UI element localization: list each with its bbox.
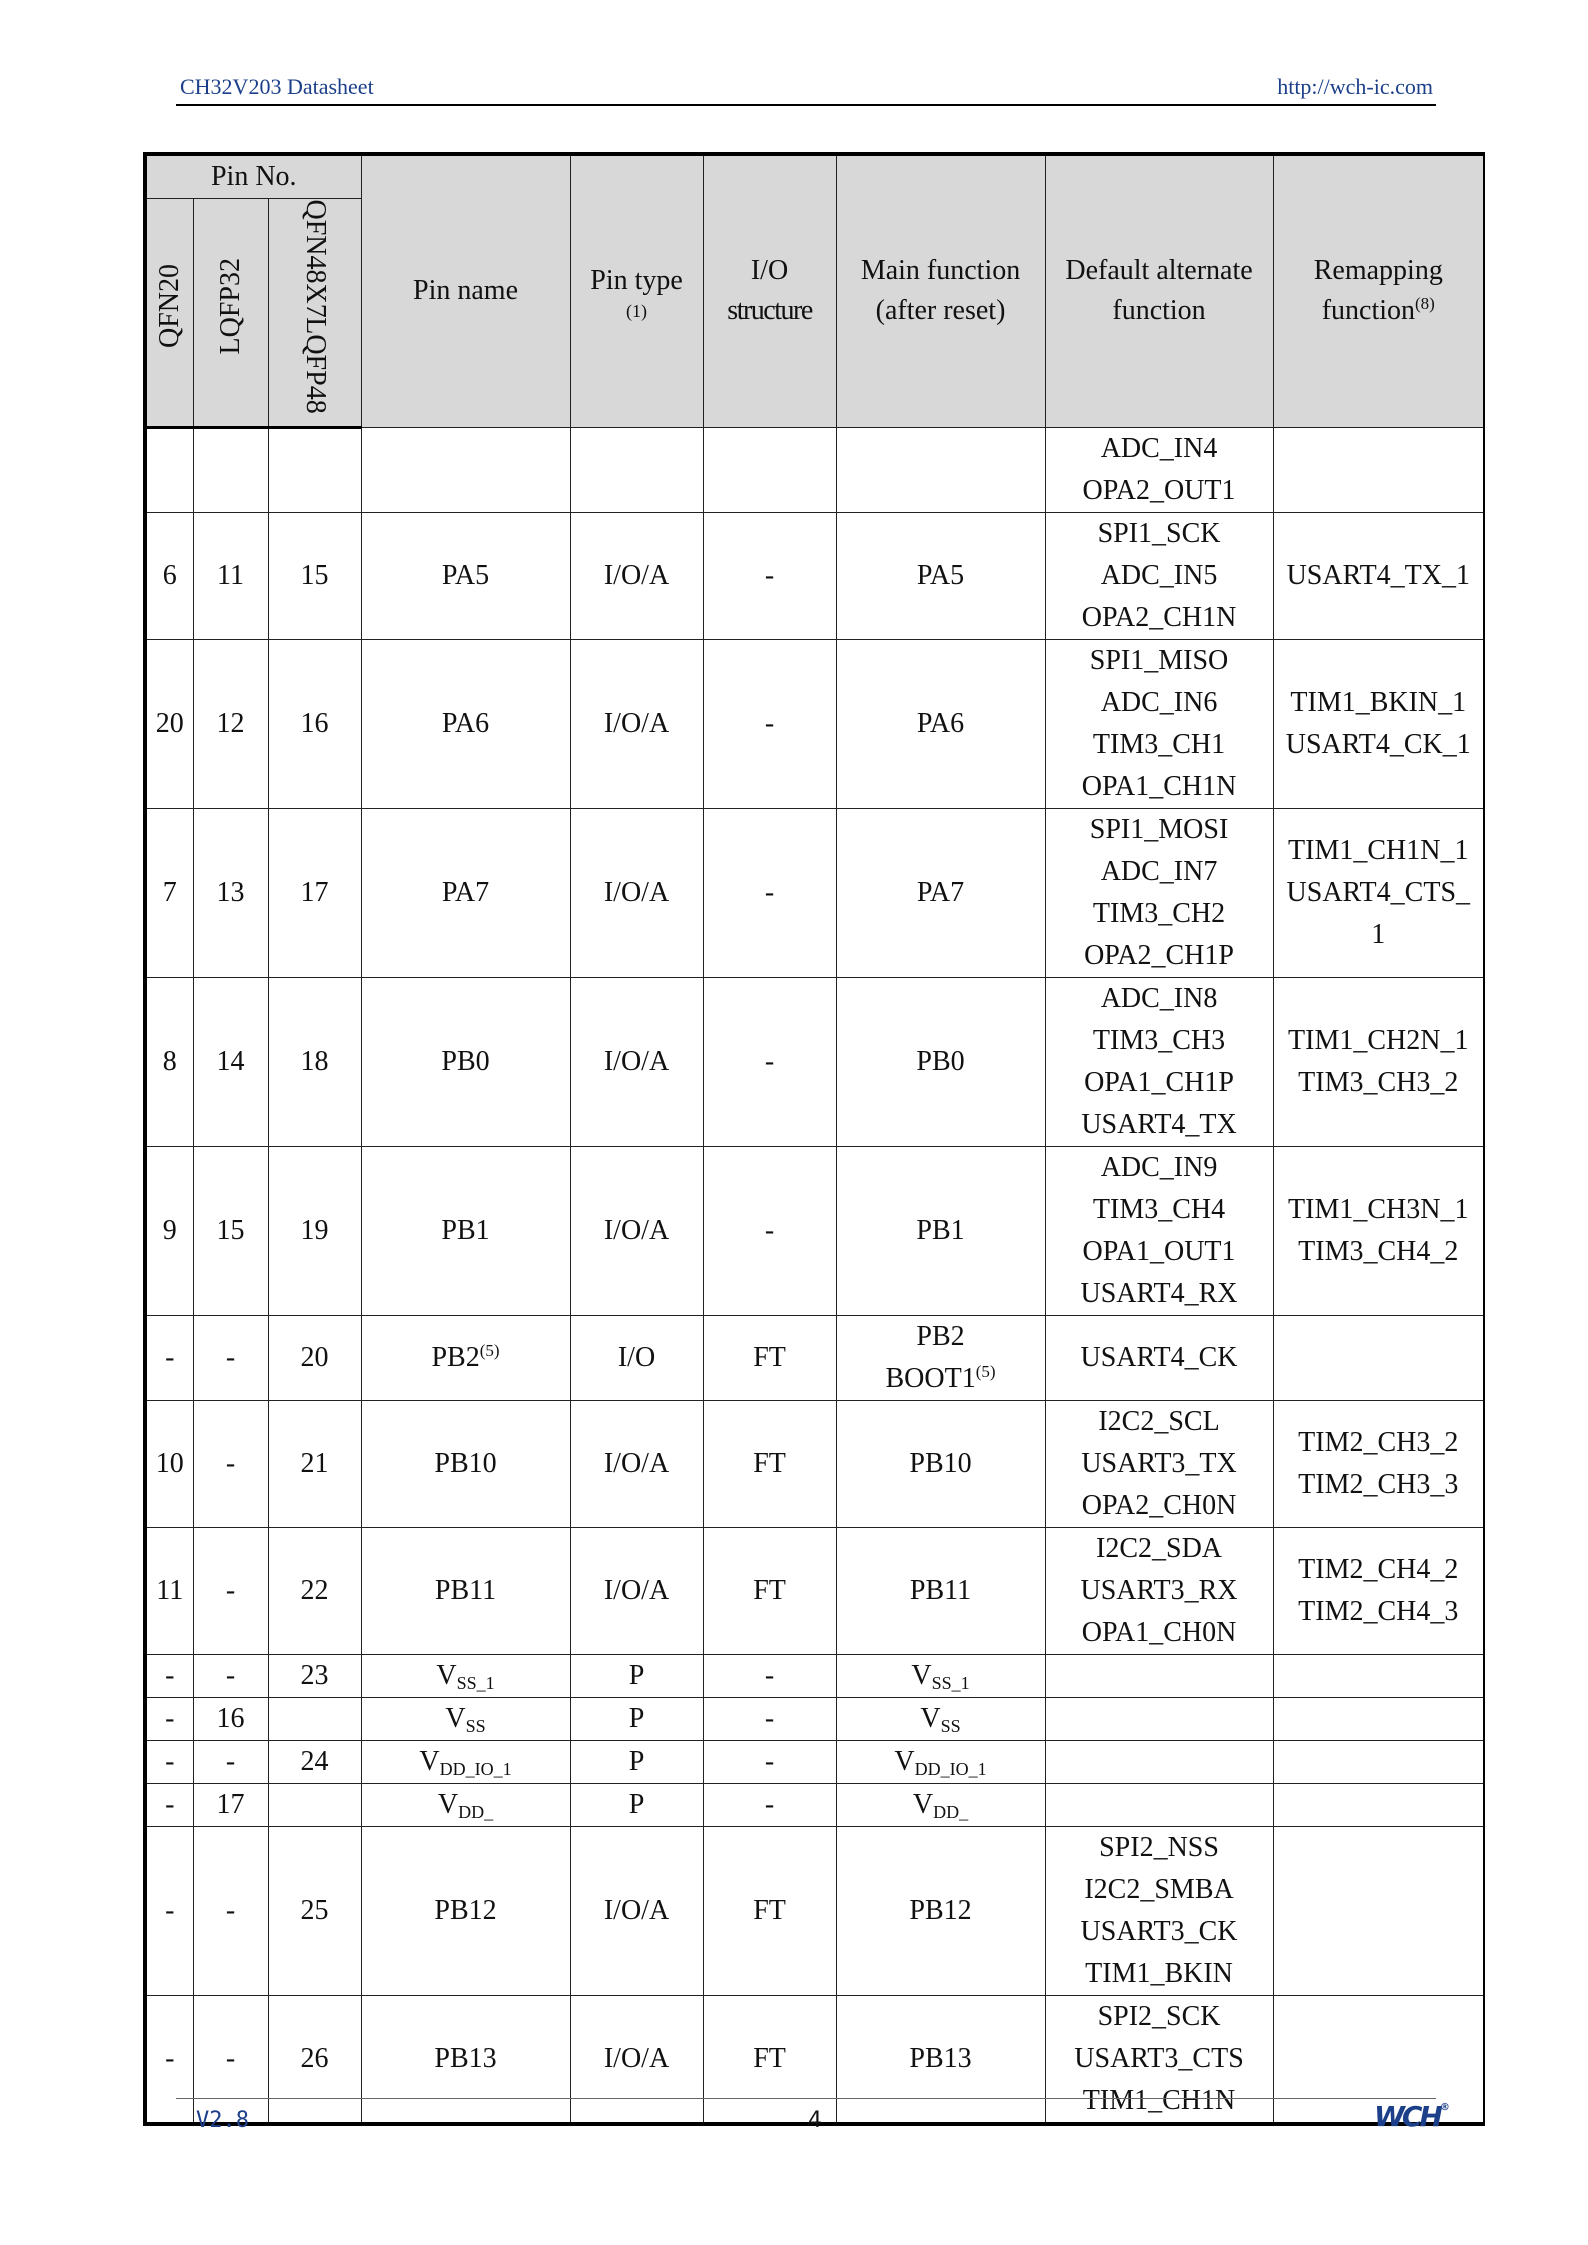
default-alternate-cell xyxy=(1045,1527,1273,1654)
alternate-function: USART3_CTS xyxy=(1074,2042,1244,2074)
alternate-function: OPA1_CH1N xyxy=(1081,770,1237,802)
main-function-line xyxy=(841,703,1041,745)
pin-number-q20: - xyxy=(145,1995,193,2124)
pin-number-q20: 8 xyxy=(145,977,193,1146)
header-alt-line2: function xyxy=(1112,295,1206,327)
pin-definition-table xyxy=(143,152,1485,2126)
main-function-subscript: SS xyxy=(940,1715,961,1736)
remapping-function: TIM2_CH4_3 xyxy=(1298,1595,1459,1627)
alternate-function: SPI2_SCK xyxy=(1097,2000,1221,2032)
io-structure: - xyxy=(703,1783,836,1826)
pin-name: V xyxy=(419,1745,440,1777)
main-function-cell xyxy=(836,1146,1045,1315)
main-function-cell xyxy=(836,639,1045,808)
pin-table-body xyxy=(145,427,1484,2124)
pin-name-cell xyxy=(361,1783,570,1826)
main-function-line xyxy=(841,1443,1041,1485)
pin-number-q32: - xyxy=(193,1654,268,1697)
alternate-function: OPA1_CH0N xyxy=(1081,1616,1237,1648)
pin-number-q20: - xyxy=(145,1826,193,1995)
main-function: PB0 xyxy=(916,1045,965,1077)
remapping-cell xyxy=(1273,1146,1484,1315)
pin-number-q20: - xyxy=(145,1783,193,1826)
pin-name: PA6 xyxy=(441,707,490,739)
pin-number-q32: 16 xyxy=(193,1697,268,1740)
pin-number-q20: - xyxy=(145,1654,193,1697)
remapping-function: TIM3_CH3_2 xyxy=(1298,1066,1459,1098)
pin-name-cell xyxy=(361,512,570,639)
table-row xyxy=(145,1995,1484,2124)
header-remap-label: function xyxy=(1321,295,1416,327)
remapping-function: TIM2_CH3_3 xyxy=(1298,1468,1459,1500)
pin-name-subscript: SS xyxy=(465,1715,486,1736)
pin-name: PB11 xyxy=(434,1574,497,1606)
alternate-function: TIM3_CH3 xyxy=(1092,1024,1226,1056)
pin-number-q20: 11 xyxy=(145,1527,193,1654)
pin-number-q20: 6 xyxy=(145,512,193,639)
remapping-function: TIM1_CH3N_1 xyxy=(1288,1193,1469,1225)
remapping-cell xyxy=(1273,639,1484,808)
header-io-line2: structure xyxy=(727,295,812,327)
pin-number-q32: 11 xyxy=(193,512,268,639)
main-function-line xyxy=(841,1741,1041,1783)
main-function-cell xyxy=(836,1740,1045,1783)
pin-number-q32: - xyxy=(193,1740,268,1783)
default-alternate-cell xyxy=(1045,427,1273,512)
header-qfn20-label: QFN20 xyxy=(153,264,185,349)
pin-number-q20: - xyxy=(145,1315,193,1400)
main-function-cell xyxy=(836,1315,1045,1400)
pin-type: I/O xyxy=(570,1315,703,1400)
io-structure: FT xyxy=(703,1400,836,1527)
wch-logo xyxy=(1374,2100,1450,2133)
remapping-cell xyxy=(1273,1783,1484,1826)
remapping-function: TIM1_BKIN_1 xyxy=(1290,686,1467,718)
alternate-function: TIM3_CH1 xyxy=(1092,728,1226,760)
pin-number-q20 xyxy=(145,427,193,512)
remapping-function: TIM1_CH2N_1 xyxy=(1288,1024,1469,1056)
alternate-function: TIM3_CH4 xyxy=(1092,1193,1226,1225)
pin-name-cell xyxy=(361,1654,570,1697)
pin-number-q32: 13 xyxy=(193,808,268,977)
pin-type: I/O/A xyxy=(570,1146,703,1315)
header-io-structure xyxy=(703,154,836,427)
pin-name: PB1 xyxy=(441,1214,490,1246)
default-alternate-cell xyxy=(1045,1315,1273,1400)
alternate-function: TIM1_BKIN xyxy=(1085,1957,1233,1989)
main-function-cell xyxy=(836,427,1045,512)
table-row xyxy=(145,808,1484,977)
remapping-function: USART4_CK_1 xyxy=(1285,728,1471,760)
pin-type: I/O/A xyxy=(570,639,703,808)
io-structure: - xyxy=(703,1146,836,1315)
pin-number-q32 xyxy=(193,427,268,512)
main-function-cell xyxy=(836,977,1045,1146)
remapping-cell xyxy=(1273,1315,1484,1400)
remapping-cell xyxy=(1273,1527,1484,1654)
pin-number-q20: 7 xyxy=(145,808,193,977)
header-main-line1: Main function xyxy=(860,255,1021,287)
io-structure: - xyxy=(703,512,836,639)
table-row xyxy=(145,1697,1484,1740)
pin-name-cell xyxy=(361,1826,570,1995)
pin-type: I/O/A xyxy=(570,1995,703,2124)
header-remapping xyxy=(1273,154,1484,427)
main-function-line xyxy=(841,2038,1041,2080)
pin-number-q48: 17 xyxy=(268,808,361,977)
header-main-function xyxy=(836,154,1045,427)
main-function-line xyxy=(841,1041,1041,1083)
pin-number-q32: 15 xyxy=(193,1146,268,1315)
main-function-secondary: BOOT1 xyxy=(885,1362,976,1394)
default-alternate-cell xyxy=(1045,1400,1273,1527)
pin-number-q20: - xyxy=(145,1697,193,1740)
main-function-cell xyxy=(836,1697,1045,1740)
io-structure: FT xyxy=(703,1315,836,1400)
pin-number-q48: 23 xyxy=(268,1654,361,1697)
alternate-function: ADC_IN5 xyxy=(1100,559,1218,591)
main-function-line xyxy=(841,1210,1041,1252)
alternate-function: I2C2_SMBA xyxy=(1084,1873,1234,1905)
pin-name-cell xyxy=(361,639,570,808)
pin-name: PB13 xyxy=(434,2042,497,2074)
alternate-function: ADC_IN9 xyxy=(1100,1151,1218,1183)
table-row xyxy=(145,1527,1484,1654)
main-function-cell xyxy=(836,1995,1045,2124)
header-lqfp48-line1: LQFP48 xyxy=(299,317,331,414)
wch-logo-text: WCH xyxy=(1374,2100,1440,2133)
pin-name-cell xyxy=(361,808,570,977)
registered-mark: ® xyxy=(1439,2102,1450,2113)
table-row xyxy=(145,1783,1484,1826)
pin-number-q32: 17 xyxy=(193,1783,268,1826)
alternate-function: OPA2_CH1P xyxy=(1084,939,1234,971)
pin-number-q32: - xyxy=(193,1995,268,2124)
main-function-line xyxy=(841,1784,1041,1826)
pin-number-q48: 25 xyxy=(268,1826,361,1995)
pin-number-q48 xyxy=(268,1783,361,1826)
table-row xyxy=(145,1654,1484,1697)
alternate-function: I2C2_SCL xyxy=(1098,1405,1220,1437)
main-function-line xyxy=(841,1655,1041,1697)
header-pin-type-note: (1) xyxy=(626,301,648,322)
io-structure: - xyxy=(703,1654,836,1697)
table-row xyxy=(145,639,1484,808)
main-function: V xyxy=(894,1745,915,1777)
default-alternate-cell xyxy=(1045,808,1273,977)
pin-name-cell xyxy=(361,427,570,512)
main-function-line xyxy=(841,1316,1041,1358)
default-alternate-cell xyxy=(1045,1697,1273,1740)
pin-number-q48 xyxy=(268,427,361,512)
pin-type: I/O/A xyxy=(570,512,703,639)
pin-type: P xyxy=(570,1740,703,1783)
pin-name-cell xyxy=(361,1995,570,2124)
alternate-function: TIM3_CH2 xyxy=(1092,897,1226,929)
header-remap-line2 xyxy=(1278,291,1480,331)
main-function: PA6 xyxy=(916,707,965,739)
main-function-line xyxy=(841,1570,1041,1612)
header-remap-note: (8) xyxy=(1415,294,1435,314)
header-pin-name: Pin name xyxy=(361,154,570,427)
pin-name: PB12 xyxy=(434,1894,497,1926)
table-row xyxy=(145,1400,1484,1527)
pin-name-cell xyxy=(361,1146,570,1315)
header-pin-type xyxy=(570,154,703,427)
remapping-cell xyxy=(1273,977,1484,1146)
table-row xyxy=(145,1740,1484,1783)
pin-name: PB2 xyxy=(431,1341,480,1373)
main-function-subscript: SS_1 xyxy=(931,1672,970,1693)
header-lqfp32 xyxy=(193,199,268,428)
main-function: V xyxy=(920,1702,941,1734)
header-pin-no: Pin No. xyxy=(145,154,361,199)
pin-number-q48: 15 xyxy=(268,512,361,639)
footer-rule xyxy=(176,2098,1436,2099)
table-row xyxy=(145,512,1484,639)
main-function-line xyxy=(841,1698,1041,1740)
main-function: PA7 xyxy=(916,876,965,908)
pin-name: PB10 xyxy=(434,1447,497,1479)
pin-type: P xyxy=(570,1783,703,1826)
pin-number-q20: 9 xyxy=(145,1146,193,1315)
alternate-function: SPI2_NSS xyxy=(1099,1831,1219,1863)
pin-name-cell xyxy=(361,1697,570,1740)
pin-number-q48: 24 xyxy=(268,1740,361,1783)
pin-name: V xyxy=(445,1702,466,1734)
pin-type: I/O/A xyxy=(570,1527,703,1654)
io-structure: FT xyxy=(703,1527,836,1654)
main-function-cell xyxy=(836,1527,1045,1654)
remapping-cell xyxy=(1273,512,1484,639)
pin-name-cell xyxy=(361,977,570,1146)
alternate-function: OPA1_CH1P xyxy=(1084,1066,1234,1098)
pin-number-q32: - xyxy=(193,1400,268,1527)
alternate-function: USART3_TX xyxy=(1081,1447,1237,1479)
io-structure: - xyxy=(703,977,836,1146)
page-number: 4 xyxy=(808,2108,822,2133)
table-row xyxy=(145,427,1484,512)
header-pin-type-label: Pin type xyxy=(590,265,683,297)
header-default-alternate xyxy=(1045,154,1273,427)
pin-name: V xyxy=(437,1788,459,1820)
pin-number-q32: - xyxy=(193,1315,268,1400)
alternate-function: USART3_RX xyxy=(1080,1574,1238,1606)
header-lqfp48 xyxy=(268,199,361,428)
main-function-cell xyxy=(836,808,1045,977)
pin-name-subscript: DD_ xyxy=(458,1801,494,1822)
remapping-cell xyxy=(1273,427,1484,512)
remapping-cell xyxy=(1273,1740,1484,1783)
main-function-line xyxy=(841,872,1041,914)
alternate-function: SPI1_MISO xyxy=(1089,644,1229,676)
alternate-function: OPA1_OUT1 xyxy=(1082,1235,1236,1267)
pin-number-q32: 12 xyxy=(193,639,268,808)
header-qfn20 xyxy=(145,199,193,428)
default-alternate-cell xyxy=(1045,1740,1273,1783)
main-function: PB10 xyxy=(909,1447,972,1479)
main-function: PB2 xyxy=(916,1320,965,1352)
alternate-function: USART4_TX xyxy=(1081,1108,1237,1140)
remapping-cell xyxy=(1273,1826,1484,1995)
table-row xyxy=(145,1146,1484,1315)
header-alt-line1: Default alternate xyxy=(1065,255,1253,287)
pin-number-q32: - xyxy=(193,1826,268,1995)
io-structure: - xyxy=(703,639,836,808)
alternate-function: SPI1_MOSI xyxy=(1089,813,1229,845)
pin-type: I/O/A xyxy=(570,977,703,1146)
pin-name-subscript: DD_IO_1 xyxy=(439,1758,512,1779)
io-structure xyxy=(703,427,836,512)
pin-number-q48: 19 xyxy=(268,1146,361,1315)
pin-number-q32: 14 xyxy=(193,977,268,1146)
pin-name: PA5 xyxy=(441,559,490,591)
remapping-cell xyxy=(1273,1697,1484,1740)
alternate-function: SPI1_SCK xyxy=(1097,517,1221,549)
default-alternate-cell xyxy=(1045,639,1273,808)
header-lqfp48-label xyxy=(300,199,330,414)
default-alternate-cell xyxy=(1045,1654,1273,1697)
pin-number-q32: - xyxy=(193,1527,268,1654)
header-url[interactable]: http://wch-ic.com xyxy=(1277,74,1433,99)
table-row xyxy=(145,1826,1484,1995)
main-function: PB13 xyxy=(909,2042,972,2074)
main-function: PB12 xyxy=(909,1894,972,1926)
pin-name-cell xyxy=(361,1527,570,1654)
main-function: V xyxy=(912,1788,934,1820)
default-alternate-cell xyxy=(1045,977,1273,1146)
remapping-function: TIM2_CH4_2 xyxy=(1298,1553,1459,1585)
table-row xyxy=(145,1315,1484,1400)
header-rule xyxy=(176,104,1436,106)
table-row xyxy=(145,977,1484,1146)
main-function-cell xyxy=(836,1826,1045,1995)
pin-name-note: (5) xyxy=(479,1340,500,1360)
pin-type: P xyxy=(570,1654,703,1697)
io-structure: FT xyxy=(703,1995,836,2124)
alternate-function: I2C2_SDA xyxy=(1096,1532,1223,1564)
main-function-cell xyxy=(836,1400,1045,1527)
pin-type: I/O/A xyxy=(570,1400,703,1527)
header-io-line1: I/O xyxy=(750,255,789,287)
remapping-function: TIM1_CH1N_1 xyxy=(1288,834,1469,866)
main-function-line xyxy=(841,1890,1041,1932)
alternate-function: OPA2_CH0N xyxy=(1081,1489,1237,1521)
header-qfn48-line2: QFN48X7 xyxy=(299,199,331,318)
remapping-function: TIM3_CH4_2 xyxy=(1298,1235,1459,1267)
header-remap-line1: Remapping xyxy=(1313,255,1443,287)
pin-type: I/O/A xyxy=(570,1826,703,1995)
main-function-cell xyxy=(836,1783,1045,1826)
pin-number-q48: 26 xyxy=(268,1995,361,2124)
pin-name-cell xyxy=(361,1740,570,1783)
remapping-cell xyxy=(1273,1654,1484,1697)
footer-version: V2.8 xyxy=(196,2108,249,2133)
main-function-subscript: DD_IO_1 xyxy=(914,1758,987,1779)
pin-name: PA7 xyxy=(441,876,490,908)
pin-number-q48 xyxy=(268,1697,361,1740)
default-alternate-cell xyxy=(1045,1995,1273,2124)
pin-name: V xyxy=(436,1659,457,1691)
io-structure: FT xyxy=(703,1826,836,1995)
io-structure: - xyxy=(703,1740,836,1783)
remapping-function: USART4_TX_1 xyxy=(1286,559,1470,591)
alternate-function: OPA2_CH1N xyxy=(1081,601,1237,633)
pin-name-cell xyxy=(361,1315,570,1400)
alternate-function: TIM1_CH1N xyxy=(1082,2084,1236,2116)
remapping-function: TIM2_CH3_2 xyxy=(1298,1426,1459,1458)
header-lqfp32-label: LQFP32 xyxy=(214,258,246,355)
pin-number-q48: 16 xyxy=(268,639,361,808)
pin-name: PB0 xyxy=(441,1045,490,1077)
main-function: PB11 xyxy=(909,1574,972,1606)
remapping-cell xyxy=(1273,808,1484,977)
alternate-function: ADC_IN8 xyxy=(1100,982,1218,1014)
pin-name-subscript: SS_1 xyxy=(456,1672,495,1693)
header-title: CH32V203 Datasheet xyxy=(180,74,374,99)
default-alternate-cell xyxy=(1045,512,1273,639)
main-function-line xyxy=(841,1358,1041,1400)
pin-name-cell xyxy=(361,1400,570,1527)
io-structure: - xyxy=(703,808,836,977)
alternate-function: ADC_IN7 xyxy=(1100,855,1218,887)
alternate-function: USART4_CK xyxy=(1080,1341,1238,1373)
main-function: V xyxy=(911,1659,932,1691)
default-alternate-cell xyxy=(1045,1826,1273,1995)
io-structure: - xyxy=(703,1697,836,1740)
pin-type: I/O/A xyxy=(570,808,703,977)
pin-number-q48: 20 xyxy=(268,1315,361,1400)
remapping-function: USART4_CTS_ xyxy=(1286,876,1471,908)
main-function-cell xyxy=(836,512,1045,639)
alternate-function: USART4_RX xyxy=(1080,1277,1238,1309)
main-function: PB1 xyxy=(916,1214,965,1246)
remapping-function: 1 xyxy=(1371,918,1386,950)
header-main-line2: (after reset) xyxy=(875,295,1006,327)
default-alternate-cell xyxy=(1045,1146,1273,1315)
main-function-cell xyxy=(836,1654,1045,1697)
remapping-cell xyxy=(1273,1400,1484,1527)
pin-type: P xyxy=(570,1697,703,1740)
pin-number-q48: 18 xyxy=(268,977,361,1146)
alternate-function: OPA2_OUT1 xyxy=(1082,474,1236,506)
main-function: PA5 xyxy=(916,559,965,591)
default-alternate-cell xyxy=(1045,1783,1273,1826)
pin-type xyxy=(570,427,703,512)
alternate-function: USART3_CK xyxy=(1080,1915,1238,1947)
pin-number-q48: 21 xyxy=(268,1400,361,1527)
pin-number-q48: 22 xyxy=(268,1527,361,1654)
alternate-function: ADC_IN4 xyxy=(1100,432,1218,464)
pin-number-q20: 20 xyxy=(145,639,193,808)
pin-number-q20: - xyxy=(145,1740,193,1783)
main-function-note: (5) xyxy=(975,1361,996,1381)
alternate-function: ADC_IN6 xyxy=(1100,686,1218,718)
main-function-line xyxy=(841,555,1041,597)
pin-number-q20: 10 xyxy=(145,1400,193,1527)
main-function-subscript: DD_ xyxy=(933,1801,969,1822)
